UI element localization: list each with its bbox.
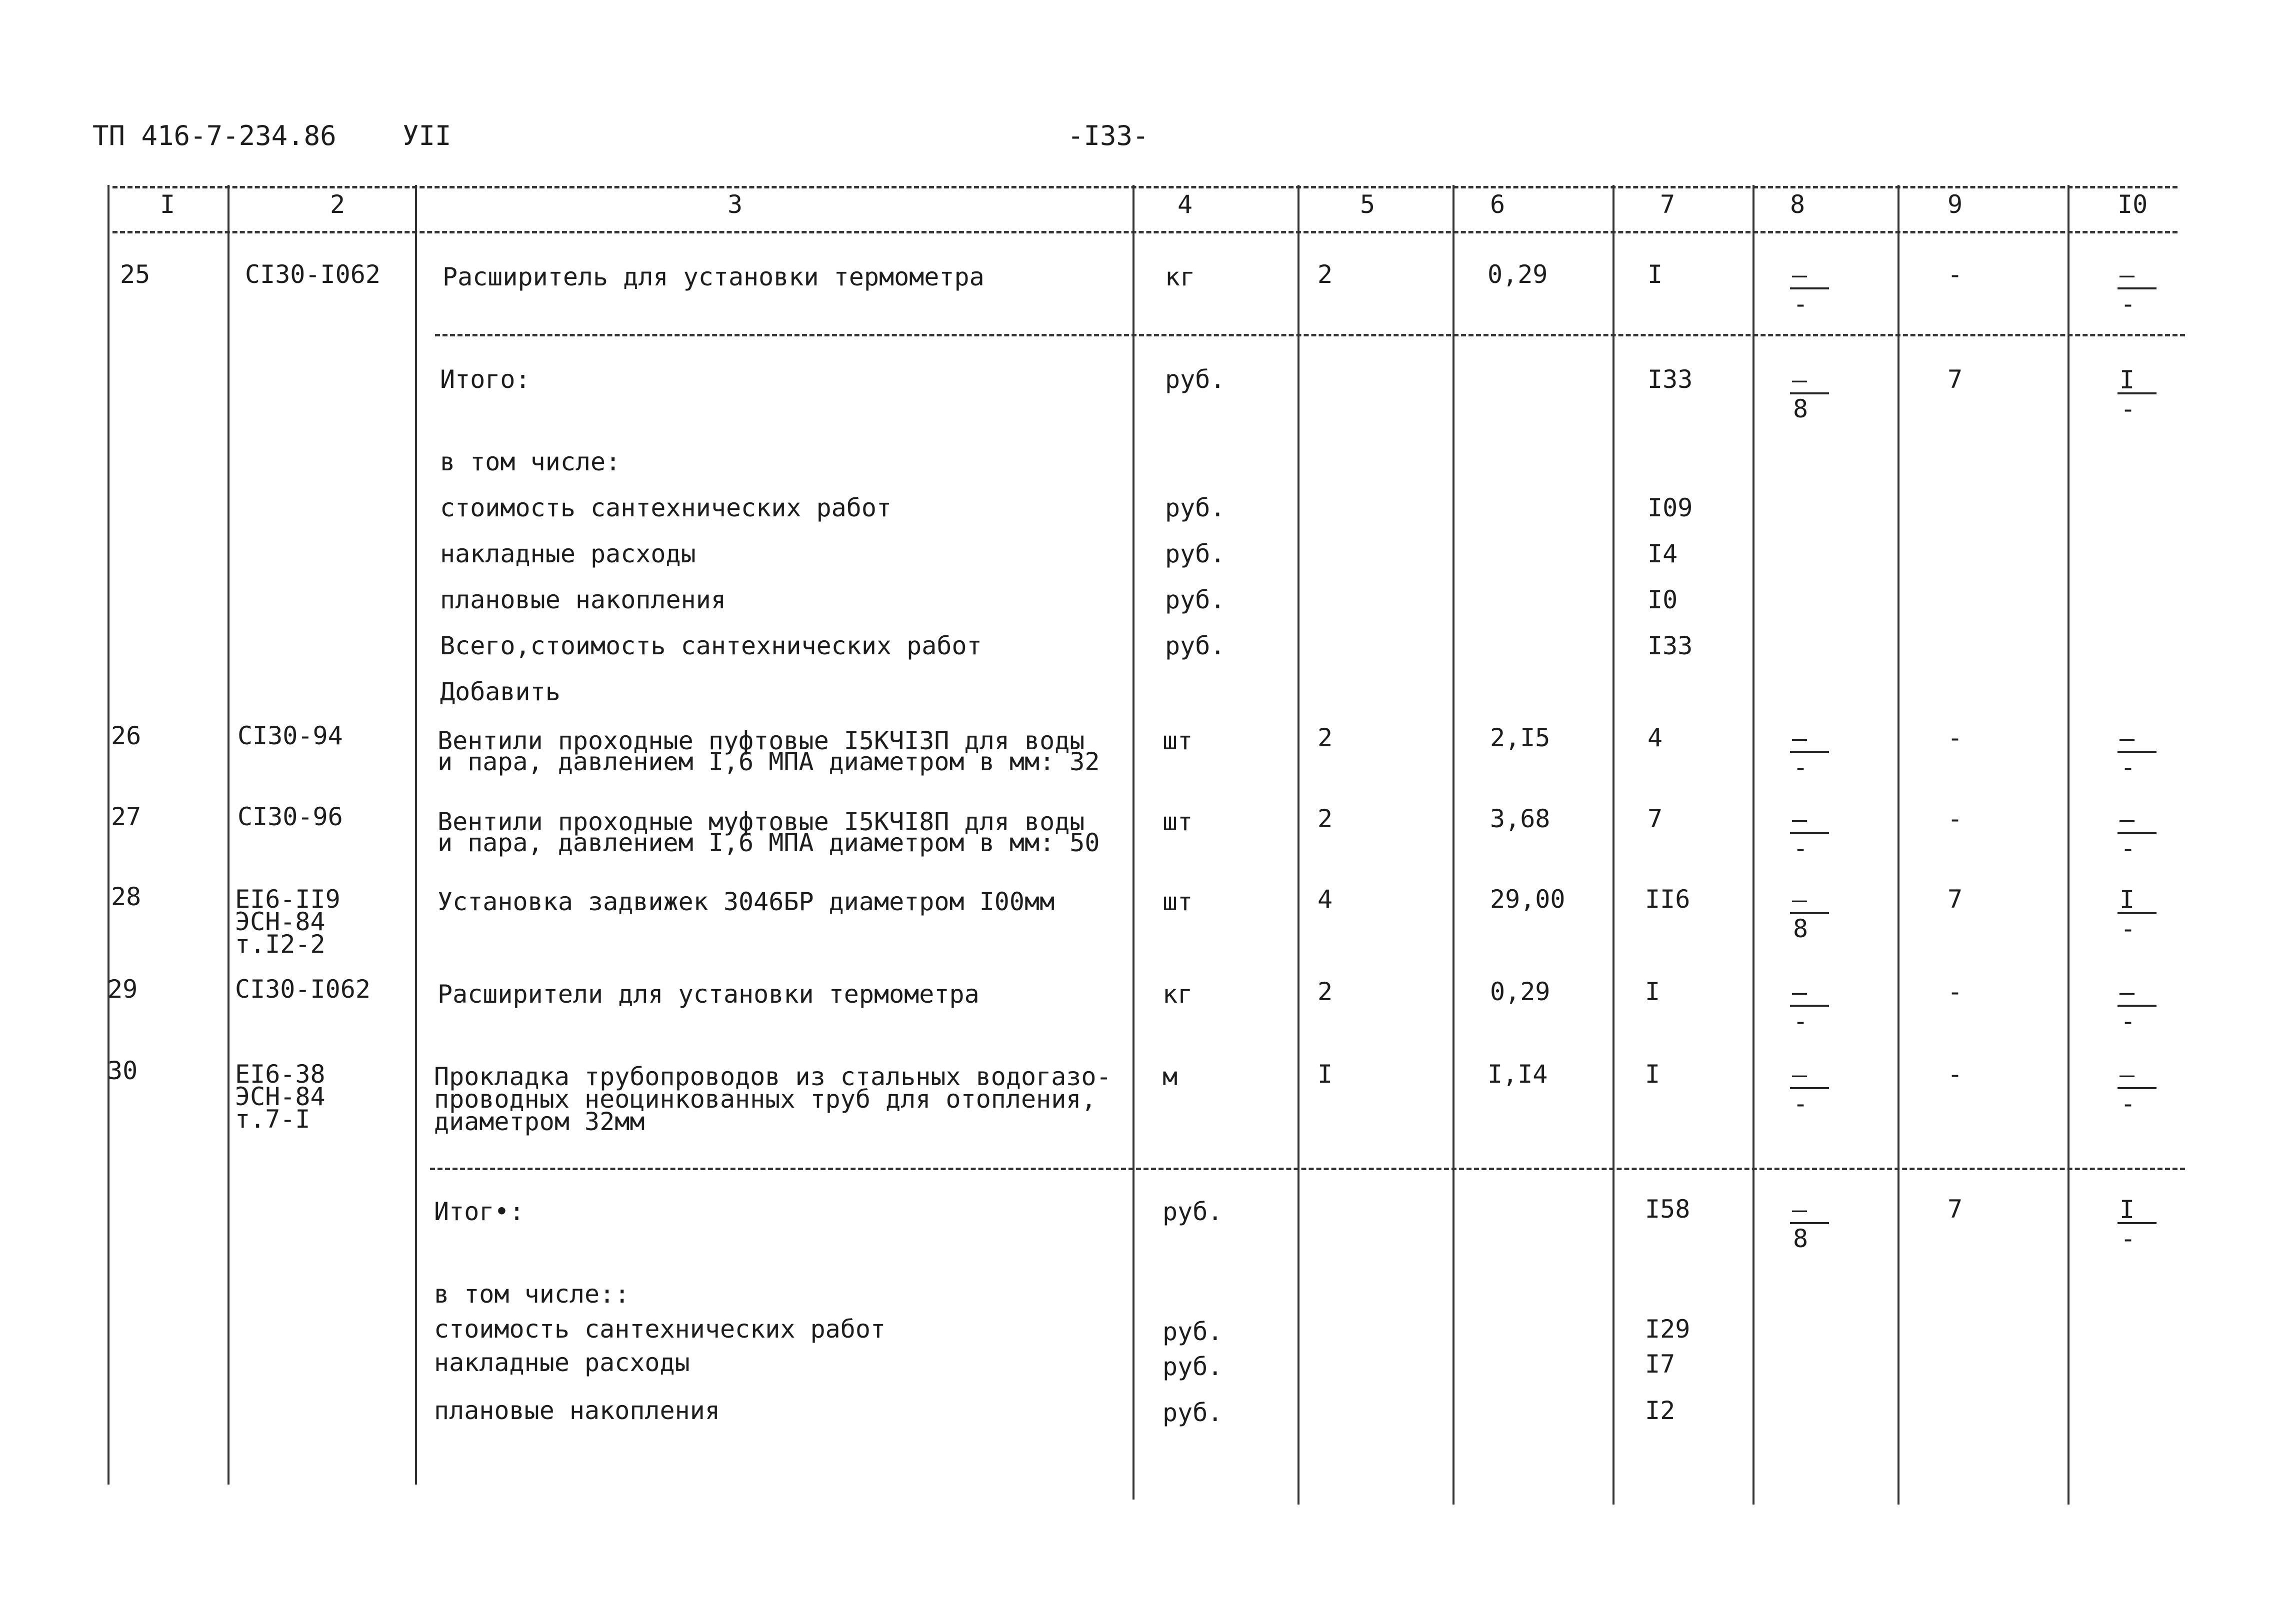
row-name: и пара, давлением I,6 МПА диаметром в мм: 32 [438, 747, 1100, 776]
row-name: Прокладка трубопроводов из стальных водогазо- [434, 1062, 1112, 1091]
row-code: EI6-38 [235, 1060, 326, 1089]
row-price: 0,29 [1490, 977, 1550, 1006]
column-header: 8 [1790, 190, 1806, 219]
summary-col10-fraction: I - [2118, 1197, 2178, 1251]
summary-line-label: стоимость сантехнических работ [434, 1315, 886, 1344]
section-number: УII [402, 120, 452, 151]
summary-line-unit: руб. [1162, 1317, 1223, 1346]
row-number: 27 [111, 802, 142, 831]
summary-line-value: I0 [1648, 585, 1678, 614]
row-price: I,I4 [1488, 1060, 1548, 1089]
row-col10-fraction: I - [2118, 887, 2178, 941]
summary-including-label: в том числе:: [434, 1280, 630, 1309]
row-total: 4 [1648, 723, 1663, 752]
row-code: ЭСН-84 [235, 907, 326, 936]
row-col9: - [1948, 723, 1963, 752]
row-col10-fraction: – - [2118, 807, 2178, 861]
summary-line-label: накладные расходы [440, 539, 696, 568]
row-code: CI30-I062 [245, 260, 380, 289]
row-code: EI6-II9 [235, 885, 340, 914]
row-unit: шт [1162, 887, 1193, 916]
row-col8-fraction: – - [1790, 980, 1850, 1034]
row-col8-fraction: – - [1790, 807, 1850, 861]
row-qty: 2 [1318, 804, 1333, 833]
summary-total-unit: руб. [1162, 1197, 1223, 1226]
row-col10-fraction: – - [2118, 1062, 2178, 1116]
summary-col9: 7 [1948, 365, 1963, 394]
row-total: II6 [1645, 885, 1690, 914]
document-code: ТП 416-7-234.86 [92, 120, 336, 151]
row-number: 25 [120, 260, 150, 289]
row-col9: - [1948, 804, 1963, 833]
row-col9: - [1948, 260, 1963, 289]
column-header: I [160, 190, 176, 219]
summary-total-value: I33 [1648, 365, 1693, 394]
row-qty: I [1318, 1060, 1333, 1089]
row-total: I [1645, 977, 1660, 1006]
row-code: CI30-96 [238, 802, 343, 831]
row-code: т.7-I [235, 1105, 310, 1134]
summary-total-value: I58 [1645, 1195, 1690, 1224]
row-unit: кг [1165, 262, 1196, 291]
row-code: CI30-I062 [235, 975, 370, 1004]
summary-col10-fraction: I - [2118, 367, 2178, 421]
row-col10-fraction: – - [2118, 262, 2178, 316]
row-qty: 2 [1318, 977, 1333, 1006]
summary-line-unit: руб. [1165, 631, 1226, 660]
row-col10-fraction: – - [2118, 726, 2178, 780]
summary-col9: 7 [1948, 1195, 1963, 1224]
column-header: I0 [2118, 190, 2148, 219]
column-header: 2 [330, 190, 346, 219]
column-header: 4 [1178, 190, 1193, 219]
summary-line-unit: руб. [1162, 1352, 1223, 1381]
row-name: и пара, давлением I,6 МПА диаметром в мм: 50 [438, 828, 1100, 857]
row-unit: шт [1162, 726, 1193, 755]
summary-total-label: Итого: [440, 365, 530, 394]
add-label: Добавить [440, 677, 560, 706]
row-code: т.I2-2 [235, 930, 326, 959]
summary-line-unit: руб. [1165, 585, 1226, 614]
row-col9: - [1948, 977, 1963, 1006]
row-col9: - [1948, 1060, 1963, 1089]
column-header: 7 [1660, 190, 1676, 219]
summary-line-value: I09 [1648, 493, 1693, 522]
row-qty: 2 [1318, 260, 1333, 289]
row-code: ЭСН-84 [235, 1082, 326, 1111]
row-unit: шт [1162, 807, 1193, 836]
summary-line-label: накладные расходы [434, 1348, 690, 1377]
summary-line-label: плановые накопления [434, 1396, 720, 1425]
summary-col8-fraction: – 8 [1790, 367, 1850, 421]
row-name: проводных неоцинкованных труб для отопления, [434, 1085, 1096, 1114]
row-total: I [1645, 1060, 1660, 1089]
column-header: 3 [728, 190, 743, 219]
summary-line-value: I29 [1645, 1315, 1690, 1344]
summary-line-unit: руб. [1165, 493, 1226, 522]
row-name: Расширители для установки термометра [438, 980, 980, 1009]
summary-line-unit: руб. [1165, 539, 1226, 568]
summary-line-unit: руб. [1162, 1398, 1223, 1427]
row-name: Расширитель для установки термометра [442, 262, 984, 291]
row-col8-fraction: – - [1790, 1062, 1850, 1116]
column-header: 9 [1948, 190, 1963, 219]
row-qty: 2 [1318, 723, 1333, 752]
summary-col8-fraction: – 8 [1790, 1197, 1850, 1251]
column-header: 5 [1360, 190, 1376, 219]
row-price: 3,68 [1490, 804, 1550, 833]
row-price: 2,I5 [1490, 723, 1550, 752]
row-total: I [1648, 260, 1663, 289]
summary-line-value: I7 [1645, 1350, 1676, 1379]
row-col8-fraction: – - [1790, 262, 1850, 316]
row-number: 28 [111, 882, 142, 911]
summary-line-label: стоимость сантехнических работ [440, 493, 892, 522]
column-header: 6 [1490, 190, 1506, 219]
summary-line-label: плановые накопления [440, 585, 726, 614]
summary-total-label: Итог•: [434, 1197, 524, 1226]
row-name: Установка задвижек 3046БР диаметром I00мм [438, 887, 1055, 916]
summary-including-label: в том числе: [440, 447, 621, 476]
summary-line-value: I4 [1648, 539, 1678, 568]
row-number: 30 [108, 1056, 138, 1085]
row-price: 0,29 [1488, 260, 1548, 289]
row-col8-fraction: – - [1790, 726, 1850, 780]
row-number: 29 [108, 975, 138, 1004]
row-name: диаметром 32мм [434, 1107, 645, 1136]
row-code: CI30-94 [238, 721, 343, 750]
summary-line-value: I33 [1648, 631, 1693, 660]
row-col8-fraction: – 8 [1790, 887, 1850, 941]
summary-line-label: Всего,стоимость сантехнических работ [440, 631, 982, 660]
row-total: 7 [1648, 804, 1663, 833]
row-unit: кг [1162, 980, 1193, 1009]
row-name: Вентили проходные муфтовые I5КЧI8П для воды [438, 807, 1085, 836]
row-col10-fraction: – - [2118, 980, 2178, 1034]
summary-total-unit: руб. [1165, 365, 1226, 394]
summary-line-value: I2 [1645, 1396, 1676, 1425]
page-number: -I33- [1068, 120, 1149, 151]
row-price: 29,00 [1490, 885, 1566, 914]
row-number: 26 [111, 721, 142, 750]
row-name: Вентили проходные пуфтовые I5КЧI3П для воды [438, 726, 1085, 755]
row-qty: 4 [1318, 885, 1333, 914]
row-col9: 7 [1948, 885, 1963, 914]
row-unit: м [1162, 1062, 1178, 1091]
